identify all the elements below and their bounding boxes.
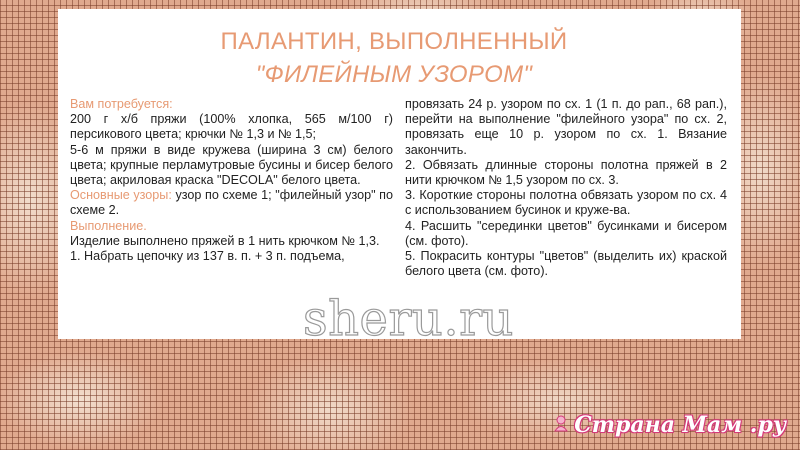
patterns-heading: Основные узоры: — [70, 188, 172, 203]
page-title-line-1: ПАЛАНТИН, ВЫПОЛНЕННЫЙ — [220, 28, 568, 55]
you-need-text-2: 5-6 м пряжи в виде кружева (ширина 3 см) белого цвета; крупные перламутровые бусины и бисер белого цвета; акриловая краска "DECOLA" белого цвета. — [70, 142, 393, 188]
patterns-paragraph — [70, 188, 393, 218]
left-column — [70, 97, 393, 264]
step-5: 5. Покрасить контуры "цветов" (выделить их) краской белого цвета (см. фото). — [405, 249, 727, 279]
you-need-text-1: 200 г х/б пряжи (100% хлопка, 565 м/100 г) персикового цвета; крючки № 1,3 и № 1,5; — [70, 112, 393, 142]
execution-heading: Выполнение. — [70, 218, 147, 233]
logo-text: Страна Мам .ру — [574, 412, 786, 438]
step-2: 2. Обвязать длинные стороны полотна пряжей в 2 нити крючком № 1,5 узором по сх. 3. — [405, 157, 727, 188]
page-title-line-2: "ФИЛЕЙНЫМ УЗОРОМ" — [255, 61, 533, 88]
logo-icon — [552, 412, 570, 438]
step-4: 4. Расшить "серединки цветов" бусинками и бисером (см. фото). — [405, 218, 727, 248]
watermark-text: sheru.ru — [303, 291, 514, 347]
step-1-continued: провязать 24 р. узором по сх. 1 (1 п. до рап., 68 рап.), перейти на выполнение "филейного узора" по сх. 2, провязать еще 10 р. узором по сх. 1. Вязание закончить. — [405, 97, 727, 157]
site-logo — [552, 412, 786, 438]
execution-text-1: Изделие выполнено пряжей в 1 нить крючком № 1,3. — [70, 233, 380, 248]
text-panel — [58, 9, 741, 347]
you-need-heading: Вам потребуется: — [70, 97, 173, 111]
execution-text-2: 1. Набрать цепочку из 137 в. п. + 3 п. подъема, — [70, 249, 345, 264]
right-column — [405, 97, 727, 279]
step-3: 3. Короткие стороны полотна обвязать узором по сх. 4 с использованием бусинок и круже-ва. — [405, 188, 727, 218]
patterns-text: узор по схеме 1; "филейный узор" по схеме 2. — [70, 188, 394, 218]
